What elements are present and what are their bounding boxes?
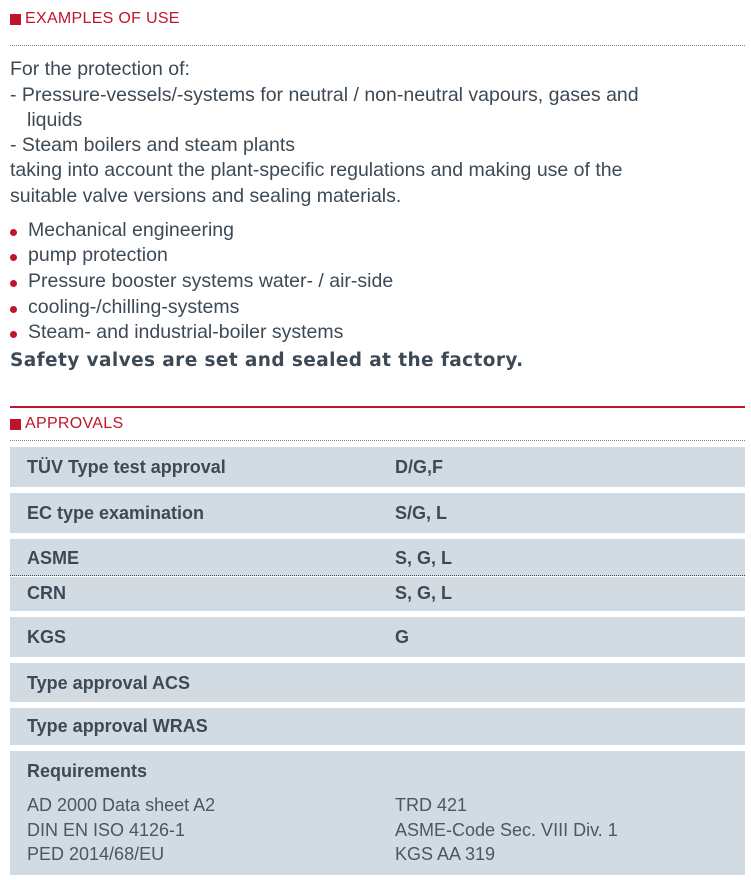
examples-line4: suitable valve versions and sealing materials. (10, 185, 402, 207)
examples-heading (10, 10, 180, 28)
approval-name: KGS (27, 627, 67, 647)
bullet-icon (10, 280, 17, 287)
bullet-icon (10, 254, 17, 261)
red-square-icon (10, 14, 21, 25)
approval-name: ASME (27, 548, 80, 568)
dotted-divider (10, 440, 745, 441)
table-row (10, 577, 745, 611)
requirement-item: KGS AA 319 (395, 844, 496, 864)
dotted-divider (10, 45, 745, 46)
examples-intro: For the protection of: (10, 58, 190, 80)
requirements-panel (10, 751, 745, 875)
requirement-item: PED 2014/68/EU (27, 844, 165, 864)
section-divider (10, 406, 745, 408)
approvals-heading (10, 415, 123, 433)
red-square-icon (10, 419, 21, 430)
approval-name: Type approval WRAS (27, 716, 208, 736)
list-item-label: cooling-/chilling-systems (28, 296, 240, 318)
approvals-heading-label: APPROVALS (25, 415, 124, 432)
list-item (10, 320, 343, 345)
table-row (10, 447, 745, 487)
approval-name: CRN (27, 583, 66, 603)
list-item-label: Pressure booster systems water- / air-side (28, 270, 394, 292)
list-item (10, 295, 239, 320)
table-row (10, 708, 745, 745)
requirement-item: DIN EN ISO 4126-1 (27, 820, 186, 840)
approval-name: Type approval ACS (27, 673, 191, 693)
requirement-item: TRD 421 (395, 795, 468, 815)
approval-name: EC type examination (27, 503, 205, 523)
requirement-item: AD 2000 Data sheet A2 (27, 795, 216, 815)
examples-line1: - Pressure-vessels/-systems for neutral / non-neutral vapours, gases and (10, 84, 639, 106)
list-item (10, 243, 168, 268)
bullet-icon (10, 229, 17, 236)
examples-line2: - Steam boilers and steam plants (10, 134, 296, 156)
examples-line1b: liquids (27, 109, 83, 131)
dotted-divider (10, 575, 745, 576)
table-row (10, 539, 745, 576)
table-row (10, 663, 745, 702)
examples-line3: taking into account the plant-specific regulations and making use of the (10, 159, 623, 181)
list-item-label: pump protection (28, 244, 168, 266)
approval-value: S, G, L (395, 583, 453, 603)
examples-heading-label: EXAMPLES OF USE (25, 10, 180, 27)
factory-note: Safety valves are set and sealed at the factory. (10, 350, 524, 371)
bullet-icon (10, 331, 17, 338)
list-item-label: Steam- and industrial-boiler systems (28, 321, 344, 343)
list-item (10, 269, 393, 294)
approval-value: S/G, L (395, 503, 448, 523)
approval-name: TÜV Type test approval (27, 457, 226, 477)
list-item-label: Mechanical engineering (28, 219, 234, 241)
table-row (10, 617, 745, 657)
table-row (10, 493, 745, 533)
approval-value: D/G,F (395, 457, 443, 477)
requirement-item: ASME-Code Sec. VIII Div. 1 (395, 820, 618, 840)
approval-value: S, G, L (395, 548, 453, 568)
approval-value: G (395, 627, 410, 647)
bullet-icon (10, 306, 17, 313)
requirements-title: Requirements (27, 761, 148, 781)
list-item (10, 218, 234, 243)
